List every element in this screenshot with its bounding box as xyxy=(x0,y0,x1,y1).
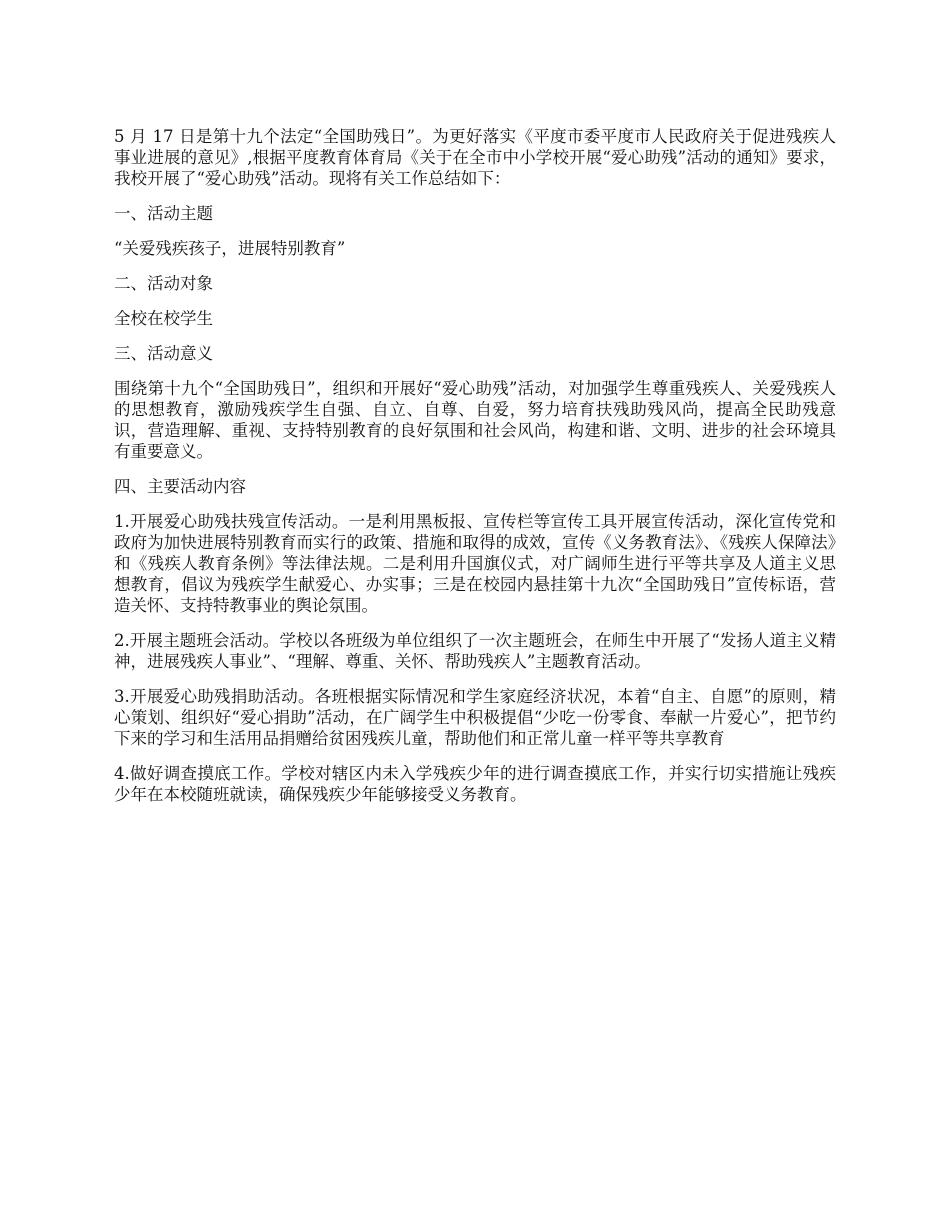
activity-item-4: 4.做好调查摸底工作。学校对辖区内未入学残疾少年的进行调查摸底工作，并实行切实措施让残疾少年在本校随班就读，确保残疾少年能够接受义务教育。 xyxy=(114,764,836,804)
activity-item-1: 1.开展爱心助残扶残宣传活动。一是利用黑板报、宣传栏等宣传工具开展宣传活动，深化宣传党和政府为加快进展特别教育而实行的政策、措施和取得的成效，宣传《义务教育法》、《残疾人保障法》和《残疾人教育条例》等法律法规。二是利用升国旗仪式，对广阔师生进行平等共享及人道主义思想教育，倡议为残疾学生献爱心、办实事；三是在校园内悬挂第十九次“全国助残日”宣传标语，营造关怀、支持特教事业的舆论氛围。 xyxy=(114,512,836,615)
activity-item-2: 2.开展主题班会活动。学校以各班级为单位组织了一次主题班会，在师生中开展了“发扬人道主义精神，进展残疾人事业”、“理解、尊重、关怀、帮助残疾人”主题教育活动。 xyxy=(114,631,836,671)
significance-paragraph: 围绕第十九个“全国助残日”，组织和开展好“爱心助残”活动，对加强学生尊重残疾人、关爱残疾人的思想教育，激励残疾学生自强、自立、自尊、自爱，努力培育扶残助残风尚，提高全民助残意识，营造理解、重视、支持特别教育的良好氛围和社会风尚，构建和谐、文明、进步的社会环境具有重要意义。 xyxy=(114,379,836,461)
activity-item-3: 3.开展爱心助残捐助活动。各班根据实际情况和学生家庭经济状况，本着“自主、自愿”的原则，精心策划、组织好“爱心捐助”活动，在广阔学生中积极提倡“少吃一份零食、奉献一片爱心”，把节约下来的学习和生活用品捐赠给贫困残疾儿童，帮助他们和正常儿童一样平等共享教育 xyxy=(114,687,836,748)
section-heading-significance: 三、活动意义 xyxy=(114,344,213,363)
section-heading-target: 二、活动对象 xyxy=(114,274,213,293)
theme-text: “关爱残疾孩子，进展特别教育” xyxy=(114,239,346,258)
section-heading-theme: 一、活动主题 xyxy=(114,204,213,223)
section-heading-activities: 四、主要活动内容 xyxy=(114,477,246,496)
document-body xyxy=(114,126,836,819)
intro-paragraph: 5 月 17 日是第十九个法定“全国助残日”。为更好落实《平度市委平度市人民政府关于促进残疾人事业进展的意见》,根据平度教育体育局《关于在全市中小学校开展“爱心助残”活动的通知》要求，我校开展了“爱心助残”活动。现将有关工作总结如下： xyxy=(114,127,836,188)
target-text: 全校在校学生 xyxy=(114,309,213,328)
